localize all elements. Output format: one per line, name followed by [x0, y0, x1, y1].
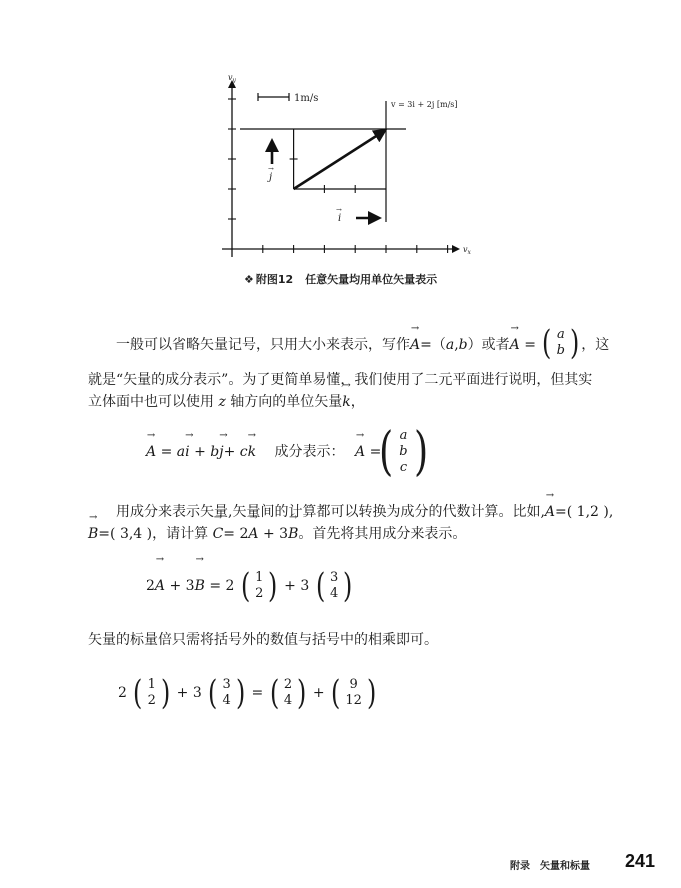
coef-c: c [239, 444, 248, 460]
text: , [454, 337, 459, 353]
component: 9 [349, 677, 358, 692]
component: 1 [147, 677, 156, 692]
component-a: a [556, 327, 565, 342]
running-footer [510, 857, 590, 872]
text: ，这 [581, 337, 610, 353]
vector-B: → B [288, 524, 298, 544]
equals: = [524, 337, 536, 353]
paragraph-1-line-2: 就是“矢量的成分表示”。为了更简单易懂，我们使用了二元平面进行说明，但其实 [88, 372, 593, 388]
unit-i-label: i [338, 213, 342, 224]
component-c: c [399, 460, 408, 475]
text: 轴方向的单位矢量 [230, 394, 343, 410]
column-vector-2: ( 3 4 ) [208, 673, 246, 713]
scale-bar [258, 93, 289, 101]
i-vector-mark-icon: → [336, 206, 342, 214]
text: ， [350, 394, 365, 410]
text: 一般可以省略矢量记号，只用大小来表示，写作 [116, 337, 410, 353]
footer-section: 附录 [510, 861, 530, 872]
paragraph-1-line-3 [88, 392, 365, 412]
paragraph-1-line-1 [116, 323, 610, 363]
text: ） [467, 337, 482, 353]
plus: + [223, 444, 236, 460]
vector-B: → B [195, 566, 205, 606]
paragraph-2-line-2 [88, 524, 466, 544]
x-axis-label: $v_x$ [463, 245, 471, 256]
var-z: z [218, 394, 226, 410]
text: 。首先将其用成分来表示。 [298, 526, 467, 542]
paragraph-3: 矢量的标量倍只需将括号外的数值与括号中的相乘即可。 [88, 632, 438, 648]
axis-ticks [228, 99, 448, 253]
equals: = [251, 685, 264, 701]
text: =（ [420, 337, 446, 353]
plus: + 3 [176, 685, 202, 701]
caption-title: 任意矢量均用单位矢量表示 [305, 273, 438, 286]
var-a: a [445, 337, 455, 353]
vector-A: → A [510, 335, 520, 355]
component: 2 [147, 693, 156, 708]
equals: = [369, 444, 382, 460]
text: 或者 [481, 337, 510, 353]
component: 1 [255, 570, 264, 585]
vector-A: → A [146, 442, 156, 462]
component-box [240, 101, 406, 222]
text: 立体面中也可以使用 [88, 394, 214, 410]
unit-j-label: j [269, 172, 273, 183]
j-vector-mark-icon: → [268, 165, 274, 173]
column-vector-abc: ( a b c ) [379, 422, 428, 482]
y-axis-label: $v_y$ [228, 73, 236, 84]
paragraph-2-line-1 [116, 502, 613, 522]
coef-b: b [210, 444, 220, 460]
component: 12 [345, 693, 362, 708]
text: = 2 [223, 526, 249, 542]
text: 用成分来表示矢量,矢量间的计算都可以转换为成分的代数计算。比如, [116, 504, 545, 520]
text: =( 1,2 ), [555, 504, 614, 520]
column-vector-1: ( 1 2 ) [133, 673, 171, 713]
component: 4 [222, 693, 231, 708]
component-b: b [399, 444, 408, 459]
component-b: b [556, 343, 565, 358]
equals: = 2 [209, 578, 235, 594]
component: 4 [329, 586, 339, 601]
caption-number: 附图12 [255, 273, 294, 286]
vector-j: → j [219, 442, 223, 462]
scale-label: 1m/s [294, 93, 319, 104]
column-vector-1: ( 1 2 ) [240, 566, 278, 606]
vector-equation [390, 100, 458, 109]
vector-A: → A [410, 335, 420, 355]
column-vector-result-1: ( 2 4 ) [269, 673, 307, 713]
plus: + 3 [169, 578, 195, 594]
velocity-vector-arrow [294, 131, 384, 189]
vector-k: → k [342, 392, 350, 412]
component: 2 [283, 677, 293, 692]
vector-k: → k [248, 442, 256, 462]
coef: 2 [146, 578, 155, 594]
column-vector-2: ( 3 4 ) [315, 566, 353, 606]
column-vector-ab: ( a b ) [542, 323, 580, 363]
vector-B: → B [88, 524, 98, 544]
page-number: 241 [625, 851, 656, 871]
component: 3 [329, 570, 339, 585]
svg-text:v = 3i + 2j [m/s]: v = 3i + 2j [m/s] [391, 100, 458, 109]
var-b: b [458, 337, 468, 353]
figure-caption [244, 271, 437, 287]
component: 2 [255, 586, 264, 601]
formula-3 [118, 673, 378, 713]
formula-1 [146, 442, 381, 462]
plus: + [312, 685, 325, 701]
component-a: a [399, 428, 408, 443]
vector-A: → A [355, 442, 365, 462]
text: + 3 [262, 526, 289, 542]
figure-marker-icon: ❖ [244, 273, 254, 286]
vector-C: → C [213, 524, 224, 544]
formula-2 [146, 566, 355, 606]
text: =( 3,4 )，请计算 [98, 526, 209, 542]
plus: + 3 [284, 578, 310, 594]
vector-diagram [0, 0, 681, 300]
component: 3 [222, 677, 231, 692]
component: 4 [283, 693, 293, 708]
vector-A: → A [155, 566, 165, 606]
footer-chapter: 矢量和标量 [540, 861, 590, 872]
component-label: 成分表示： [274, 444, 345, 460]
equals: = [160, 444, 173, 460]
vector-i: → i [185, 442, 189, 462]
coef: 2 [118, 685, 127, 701]
vector-A: → A [545, 502, 555, 522]
plus: + [194, 444, 206, 460]
column-vector-result-2: ( 9 12 ) [331, 673, 377, 713]
coef-a: a [176, 444, 186, 460]
vector-A: → A [248, 524, 258, 544]
